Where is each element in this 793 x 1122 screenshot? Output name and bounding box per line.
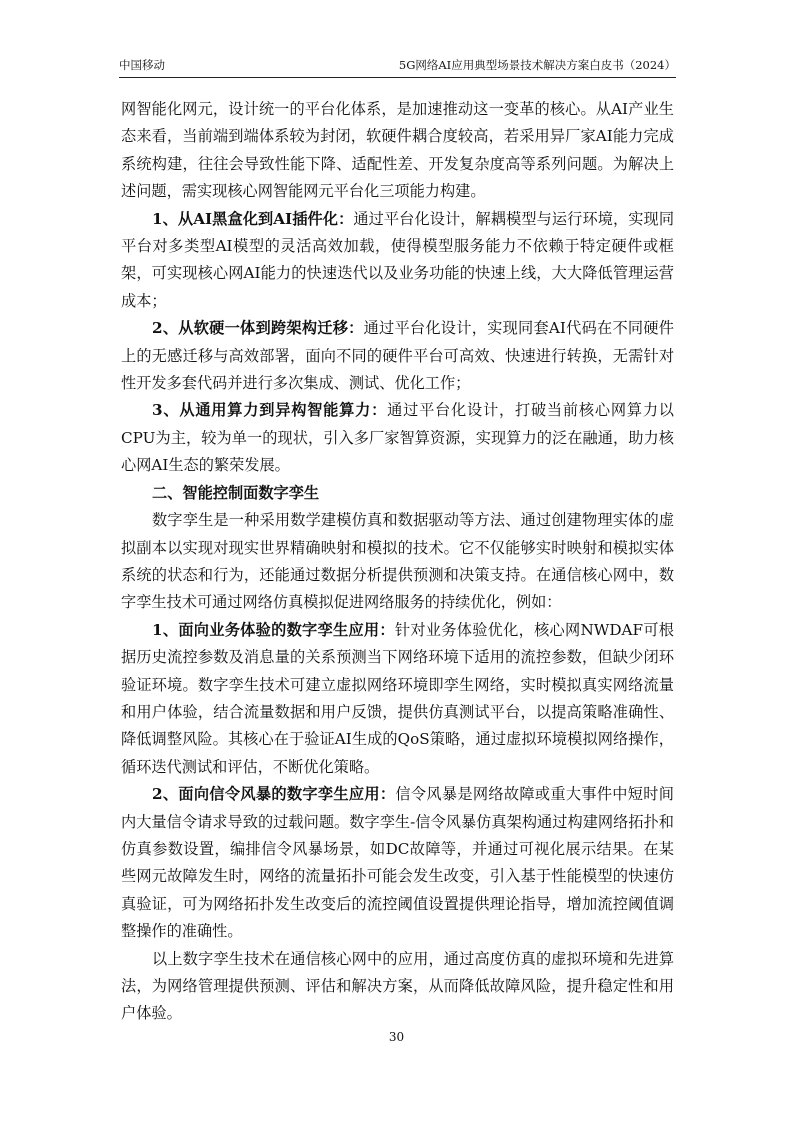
paragraph-app-2 [121,781,674,945]
app-2-title: 2、面向信令风暴的数字孪生应用： [152,785,396,804]
paragraph-item-2 [121,315,674,397]
paragraph-summary: 以上数字孪生技术在通信核心网中的应用，通过高度仿真的虚拟环境和先进算法，为网络管理提供预测、评估和解决方案，从而降低故障风险，提升稳定性和用户体验。 [121,949,674,1023]
app-2-body: 信令风暴是网络故障或重大事件中短时间内大量信令请求导致的过载问题。数字孪生-信令风暴仿真架构通过构建网络拓扑和仿真参数设置，编排信令风暴场景，如DC故障等，并通过可视化展示结果。在某些网元故障发生时，网络的流量拓扑可能会发生改变，引入基于性能模型的快速仿真验证，可为网络拓扑发生改变后的流控阈值设置提供理论指导，增加流控阈值调整操作的准确性。 [121,785,674,941]
paragraph-app-1 [121,617,674,781]
header-org: 中国移动 [119,58,165,72]
section-heading: 二、智能控制面数字孪生 [152,483,320,502]
item-1-body: 通过平台化设计，解耦模型与运行环境，实现同平台对多类型AI模型的灵活高效加载，使得模型服务能力不依赖于特定硬件或框架，可实现核心网AI能力的快速迭代以及业务功能的快速上线，大大降低管理运营成本； [121,209,675,310]
paragraph-digital-twin: 数字孪生是一种采用数学建模仿真和数据驱动等方法、通过创建物理实体的虚拟副本以实现对现实世界精确映射和模拟的技术。它不仅能够实时映射和模拟实体系统的状态和行为，还能通过数据分析提供预测和决策支持。在通信核心网中，数字孪生技术可通过网络仿真模拟促进网络服务的持续优化，例如： [121,511,674,612]
item-3-title: 3、从通用算力到异构智能算力： [152,401,388,420]
item-1-title: 1、从AI黑盒化到AI插件化： [152,209,354,228]
paragraph-item-1 [121,206,674,316]
header-doc-title: 5G网络AI应用典型场景技术解决方案白皮书（2024） [398,58,676,72]
item-2-body: 通过平台化设计，实现同套AI代码在不同硬件上的无感迁移与高效部署，面向不同的硬件平台可高效、快速进行转换，无需针对性开发多套代码并进行多次集成、测试、优化工作； [121,319,674,393]
paragraph-intro: 网智能化网元，设计统一的平台化体系，是加速推动这一变革的核心。从AI产业生态来看，当前端到端体系较为封闭，软硬件耦合度较高，若采用异厂家AI能力完成系统构建，往往会导致性能下降、适配性差、开发复杂度高等系列问题。为解决上述问题，需实现核心网智能网元平台化三项能力构建。 [121,100,674,201]
app-1-body: 针对业务体验优化，核心网NWDAF可根据历史流控参数及消息量的关系预测当下网络环境下适用的流控参数，但缺少闭环验证环境。数字孪生技术可建立虚拟网络环境即孪生网络，实时模拟真实网络流量和用户体验，结合流量数据和用户反馈，提供仿真测试平台，以提高策略准确性、降低调整风险。其核心在于验证AI生成的QoS策略，通过虚拟环境模拟网络操作，循环迭代测试和评估，不断优化策略。 [121,620,674,776]
item-2-title: 2、从软硬一体到跨架构迁移： [152,319,364,338]
page-header [119,55,676,78]
page-number: 30 [388,1030,405,1044]
page-content [121,96,674,1028]
app-1-title: 1、面向业务体验的数字孪生应用： [152,620,395,639]
item-3-body: 通过平台化设计，打破当前核心网算力以CPU为主，较为单一的现状，引入多厂家智算资源，实现算力的泛在融通，助力核心网AI生态的繁荣发展。 [121,401,674,475]
paragraph-item-3 [121,397,674,479]
